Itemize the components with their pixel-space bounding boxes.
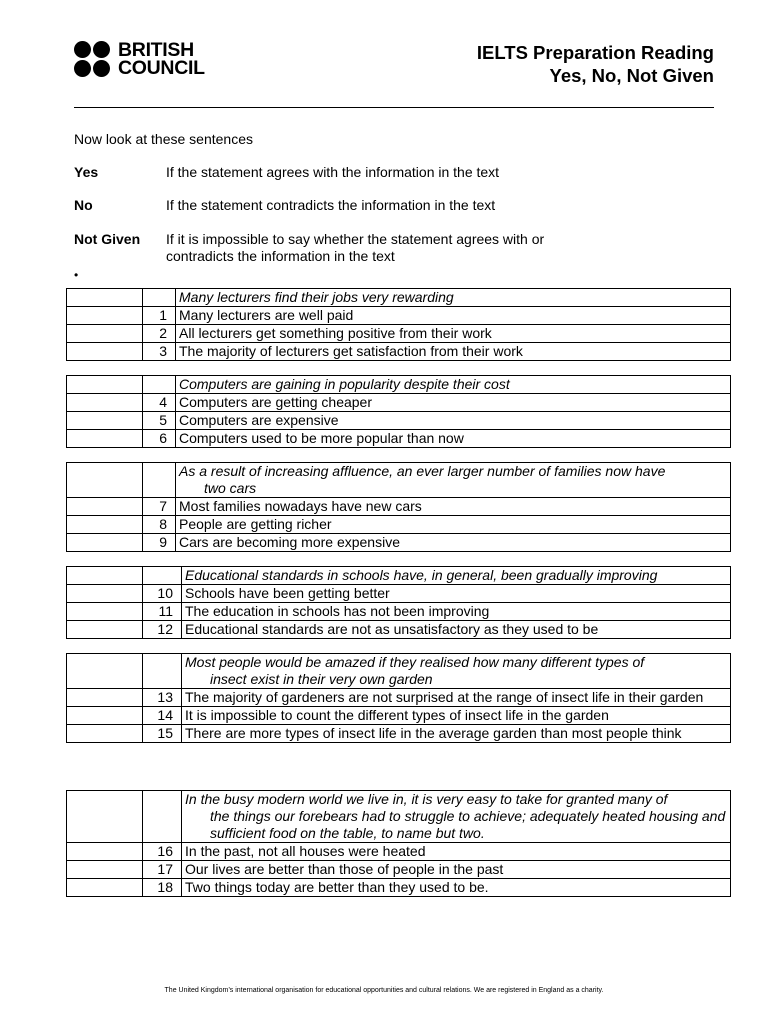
- definition-desc: If the statement agrees with the information in the text: [166, 164, 500, 180]
- intro-text: Now look at these sentences: [74, 131, 253, 147]
- question-group: [66, 375, 731, 448]
- question-text: The majority of gardeners are not surprised at the range of insect life in their garden: [182, 689, 731, 707]
- stem-line: Most people would be amazed if they realised how many different types of: [185, 654, 645, 670]
- table-row: [67, 879, 731, 897]
- question-text: It is impossible to count the different types of insect life in the garden: [182, 707, 731, 725]
- question-text: Computers used to be more popular than now: [176, 430, 731, 448]
- stem-row: [67, 791, 731, 843]
- question-text: Our lives are better than those of people in the past: [182, 861, 731, 879]
- table-row: [67, 861, 731, 879]
- table-row: [67, 325, 731, 343]
- stem-row: [67, 567, 731, 585]
- question-text: The education in schools has not been improving: [182, 603, 731, 621]
- stem-statement: [176, 463, 731, 498]
- title-line-1: IELTS Preparation Reading: [476, 42, 714, 63]
- question-number: 5: [143, 412, 176, 430]
- stem-line: As a result of increasing affluence, an ever larger number of families now have: [179, 463, 666, 479]
- stem-row: [67, 289, 731, 307]
- question-group: [66, 566, 731, 639]
- definition-term: Yes: [74, 164, 99, 180]
- question-text: The majority of lecturers get satisfaction from their work: [176, 343, 731, 361]
- question-text: Many lecturers are well paid: [176, 307, 731, 325]
- question-number: 10: [143, 585, 182, 603]
- stem-row: [67, 463, 731, 498]
- table-row: [67, 621, 731, 639]
- stem-line: In the busy modern world we live in, it is very easy to take for granted many of: [185, 791, 668, 807]
- question-number: 15: [143, 725, 182, 743]
- page-title: [477, 41, 714, 87]
- question-number: 8: [143, 516, 176, 534]
- table-row: [67, 689, 731, 707]
- question-number: 4: [143, 394, 176, 412]
- stem-row: [67, 376, 731, 394]
- stem-statement: [182, 654, 731, 689]
- question-number: 14: [143, 707, 182, 725]
- question-number: 16: [143, 843, 182, 861]
- question-number: 6: [143, 430, 176, 448]
- table-row: [67, 343, 731, 361]
- british-council-logo: [74, 41, 205, 78]
- question-group: [66, 653, 731, 743]
- table-row: [67, 307, 731, 325]
- table-row: [67, 843, 731, 861]
- question-text: Computers are getting cheaper: [176, 394, 731, 412]
- bullet: •: [74, 268, 79, 282]
- definition-term: No: [74, 197, 93, 213]
- question-text: Cars are becoming more expensive: [176, 534, 731, 552]
- question-group: [66, 790, 731, 897]
- stem-statement: Educational standards in schools have, in general, been gradually improving: [182, 567, 731, 585]
- table-row: [67, 725, 731, 743]
- table-row: [67, 412, 731, 430]
- table-row: [67, 585, 731, 603]
- question-number: 9: [143, 534, 176, 552]
- question-text: There are more types of insect life in the average garden than most people think: [182, 725, 731, 743]
- table-row: [67, 498, 731, 516]
- stem-continuation: insect exist in their very own garden: [210, 671, 433, 687]
- table-row: [67, 430, 731, 448]
- question-text: Most families nowadays have new cars: [176, 498, 731, 516]
- question-number: 11: [143, 603, 182, 621]
- logo-text: [118, 41, 205, 77]
- question-text: In the past, not all houses were heated: [182, 843, 731, 861]
- question-number: 18: [143, 879, 182, 897]
- footer-text: The United Kingdom’s international organisation for educational opportunities and cultural relations. We are registered in England as a charity.: [164, 987, 604, 994]
- definition-term: Not Given: [74, 231, 141, 247]
- logo-line-2: COUNCIL: [118, 57, 205, 79]
- table-row: [67, 516, 731, 534]
- question-text: Computers are expensive: [176, 412, 731, 430]
- question-number: 17: [143, 861, 182, 879]
- logo-line-1: BRITISH: [118, 39, 194, 61]
- stem-statement: Many lecturers find their jobs very rewarding: [176, 289, 731, 307]
- question-number: 1: [143, 307, 176, 325]
- question-number: 7: [143, 498, 176, 516]
- stem-continuation: two cars: [204, 480, 257, 496]
- table-row: [67, 603, 731, 621]
- question-number: 13: [143, 689, 182, 707]
- question-group: [66, 288, 731, 361]
- table-row: [67, 707, 731, 725]
- question-text: Schools have been getting better: [182, 585, 731, 603]
- question-number: 12: [143, 621, 182, 639]
- title-line-2: Yes, No, Not Given: [549, 65, 714, 86]
- definition-desc: If the statement contradicts the information in the text: [166, 197, 496, 213]
- stem-statement: Computers are gaining in popularity despite their cost: [176, 376, 731, 394]
- header-divider: [74, 107, 714, 108]
- question-text: Educational standards are not as unsatisfactory as they used to be: [182, 621, 731, 639]
- question-number: 2: [143, 325, 176, 343]
- table-row: [67, 534, 731, 552]
- definition-desc: If it is impossible to say whether the statement agrees with or contradicts the information in the text: [166, 231, 545, 264]
- stem-row: [67, 654, 731, 689]
- question-number: 3: [143, 343, 176, 361]
- question-group: [66, 462, 731, 552]
- question-text: People are getting richer: [176, 516, 731, 534]
- logo-dots-icon: [74, 41, 112, 78]
- question-text: Two things today are better than they used to be.: [182, 879, 731, 897]
- stem-statement: [182, 791, 731, 843]
- table-row: [67, 394, 731, 412]
- question-text: All lecturers get something positive from their work: [176, 325, 731, 343]
- stem-continuation: the things our forebears had to struggle to achieve; adequately heated housing and sufficient food on the table, to name but two.: [210, 808, 726, 841]
